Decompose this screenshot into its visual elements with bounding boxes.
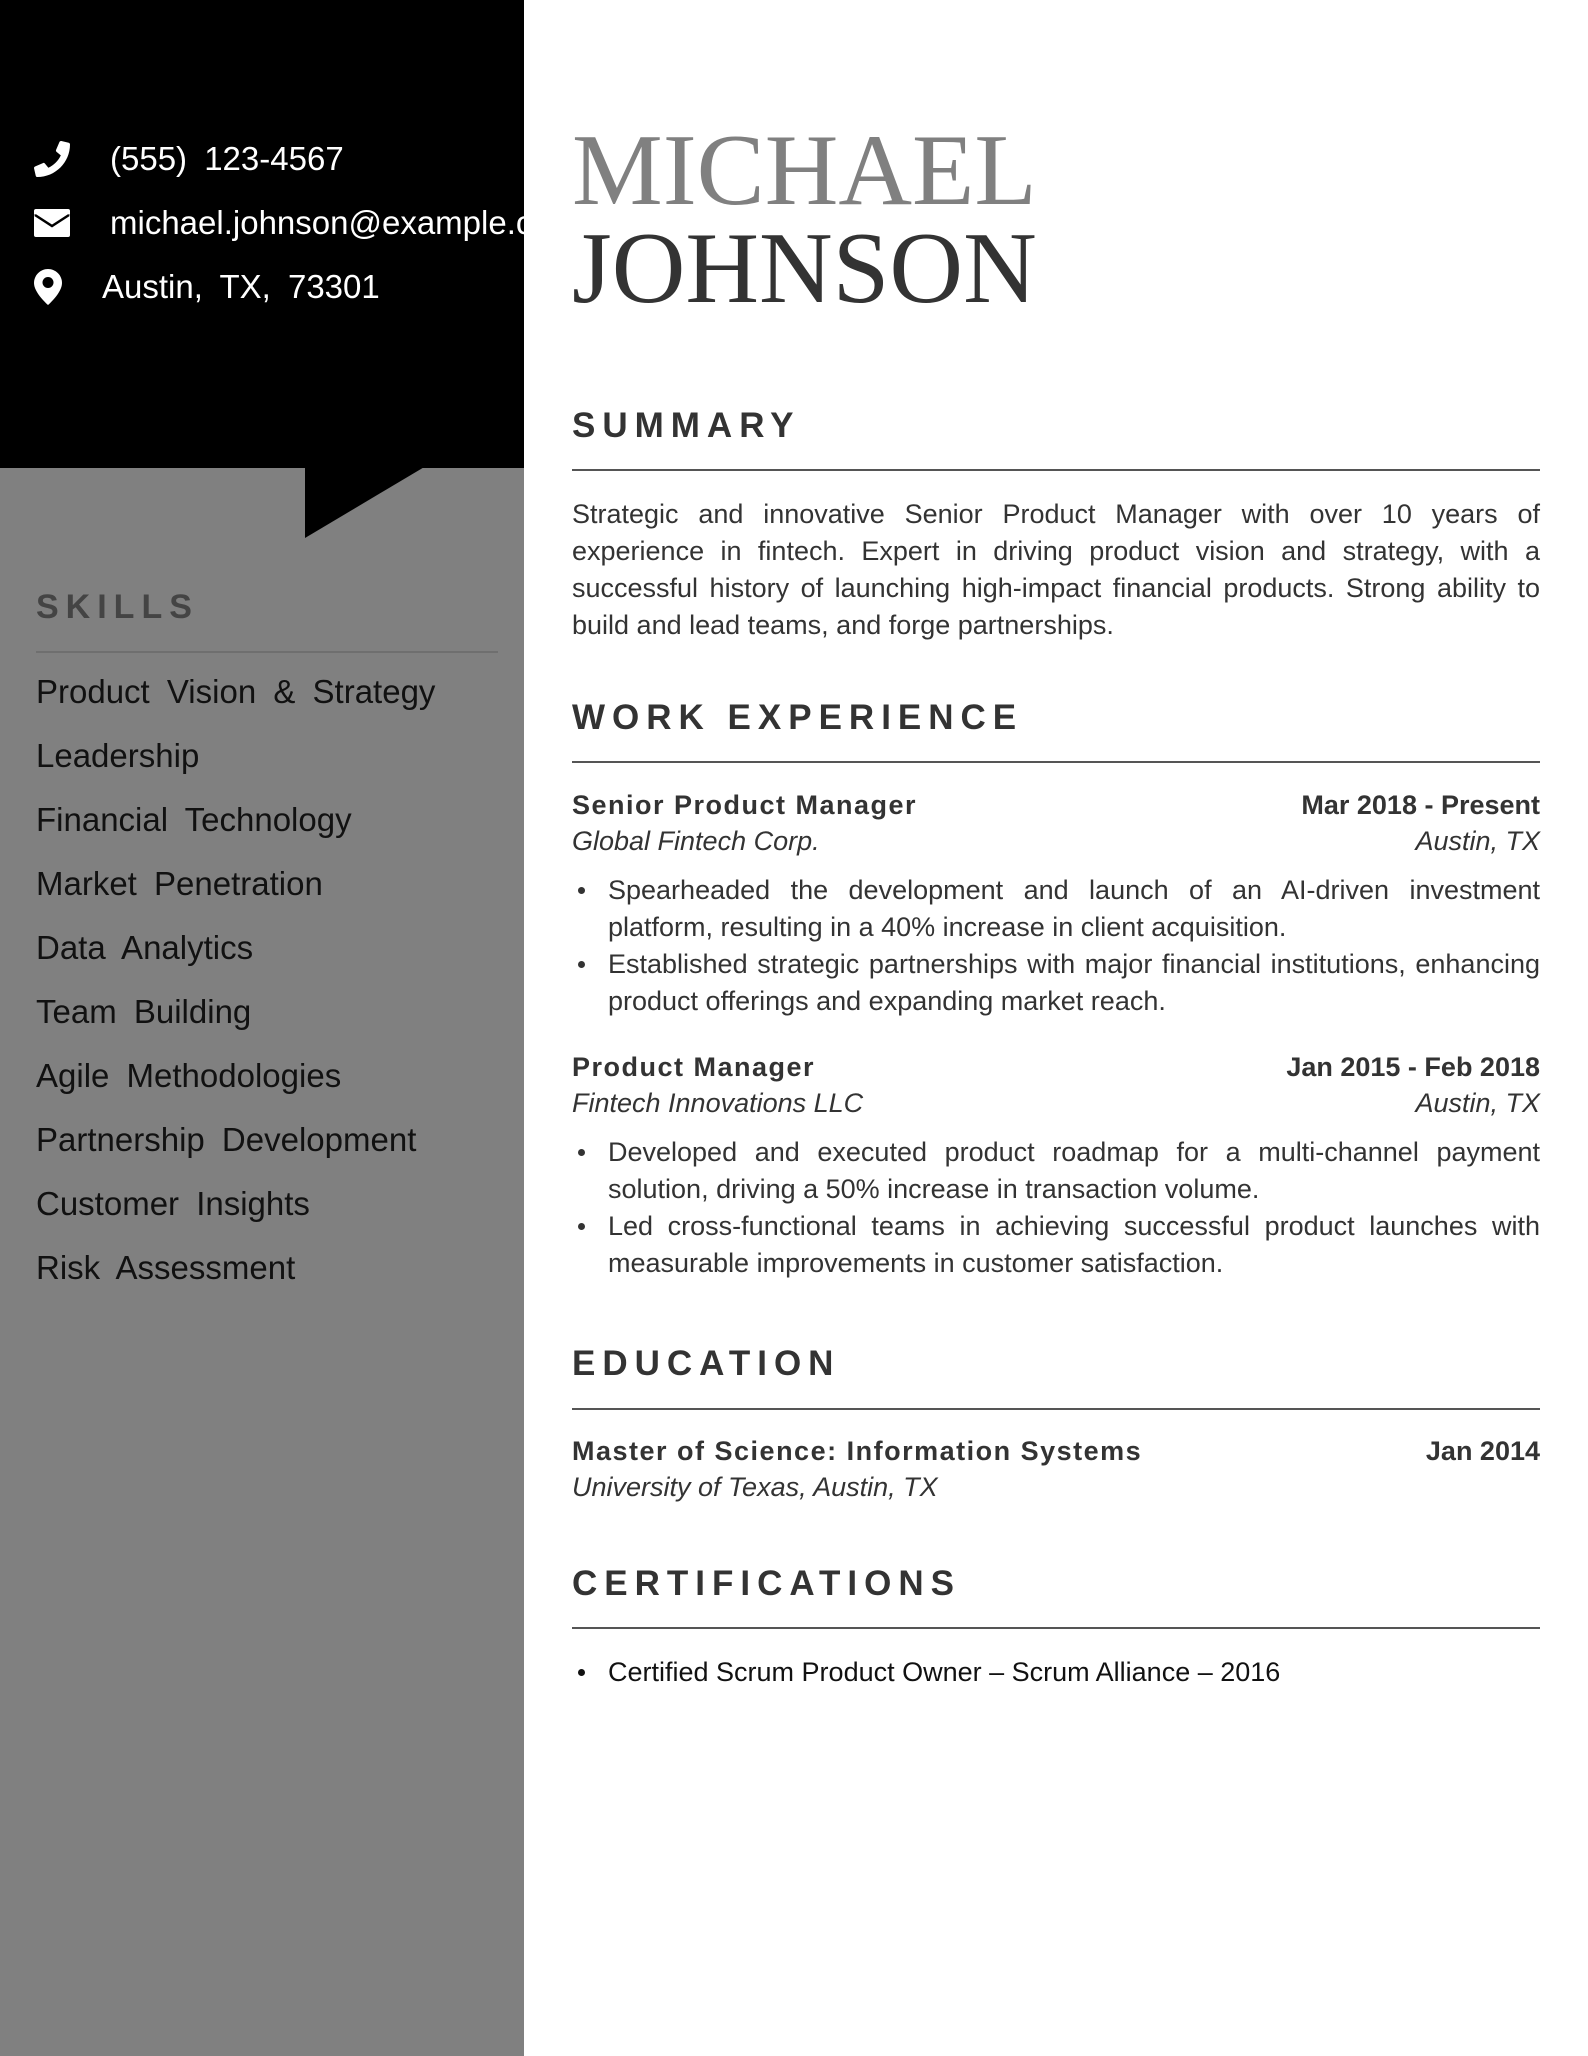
job-title: Senior Product Manager	[572, 790, 918, 820]
certifications-heading: CERTIFICATIONS	[572, 1564, 962, 1603]
job-bullet: Spearheaded the development and launch of an AI-driven investment platform, resulting in a 40% increase in client acquisition.	[572, 872, 1540, 946]
location-text: Austin, TX, 73301	[102, 268, 380, 305]
job-location: Austin, TX	[1415, 826, 1540, 856]
job-company: Fintech Innovations LLC	[572, 1088, 864, 1118]
job-company: Global Fintech Corp.	[572, 826, 820, 856]
job-bullets	[572, 872, 1540, 1020]
skills-list	[36, 670, 435, 1310]
degree-title: Master of Science: Information Systems	[572, 1436, 1143, 1466]
job-dates: Mar 2018 - Present	[1301, 790, 1540, 820]
callout-pointer	[0, 466, 524, 542]
phone-icon	[34, 141, 110, 177]
phone-number[interactable]: (555) 123-4567	[110, 140, 344, 177]
sidebar	[0, 0, 579, 2056]
school-name: University of Texas, Austin, TX	[572, 1472, 938, 1502]
envelope-icon	[34, 209, 110, 237]
contact-email	[34, 203, 578, 243]
skill-item: Partnership Development	[36, 1121, 417, 1158]
skill-item: Risk Assessment	[36, 1249, 296, 1286]
certifications-divider	[572, 1627, 1540, 1629]
skill-item: Data Analytics	[36, 929, 254, 966]
summary-text: Strategic and innovative Senior Product Manager with over 10 years of experience in fintech. Expert in driving product vision and strategy, with a successful history of launching high-impact financial products. Strong ability to build and lead teams, and forge partnerships.	[572, 499, 1540, 640]
job-header	[572, 1052, 1540, 1083]
skill-item: Product Vision & Strategy	[36, 673, 436, 710]
job-dates: Jan 2015 - Feb 2018	[1286, 1052, 1540, 1082]
job-bullet: Developed and executed product roadmap for a multi-channel payment solution, driving a 50% increase in transaction volume.	[572, 1134, 1540, 1208]
last-name: JOHNSON	[572, 212, 1037, 325]
education-divider	[572, 1408, 1540, 1410]
first-name: MICHAEL	[572, 114, 1037, 227]
job-location: Austin, TX	[1415, 1088, 1540, 1118]
job-header	[572, 790, 1540, 821]
certification-item: Certified Scrum Product Owner – Scrum Alliance – 2016	[572, 1654, 1540, 1691]
education-subheader	[572, 1472, 1540, 1503]
skill-item: Agile Methodologies	[36, 1057, 342, 1094]
education-header	[572, 1436, 1540, 1467]
job-bullet: Established strategic partnerships with major financial institutions, enhancing product offerings and expanding market reach.	[572, 946, 1540, 1020]
contact-block	[0, 0, 579, 468]
skills-heading: SKILLS	[36, 588, 199, 626]
skill-item: Market Penetration	[36, 865, 323, 902]
skill-item: Leadership	[36, 737, 200, 774]
certifications-list	[572, 1654, 1540, 1691]
contact-location	[34, 267, 380, 307]
job-title: Product Manager	[572, 1052, 816, 1082]
summary-heading: SUMMARY	[572, 406, 801, 445]
education-heading: EDUCATION	[572, 1344, 841, 1383]
summary-divider	[572, 469, 1540, 471]
skill-item: Financial Technology	[36, 801, 352, 838]
skill-item: Team Building	[36, 993, 252, 1030]
map-pin-icon	[34, 269, 102, 305]
job-bullet: Led cross-functional teams in achieving successful product launches with measurable improvements in customer satisfaction.	[572, 1208, 1540, 1282]
experience-divider	[572, 761, 1540, 763]
experience-heading: WORK EXPERIENCE	[572, 698, 1024, 737]
job-subheader	[572, 826, 1540, 857]
job-bullets	[572, 1134, 1540, 1282]
contact-phone	[34, 139, 344, 179]
skill-item: Customer Insights	[36, 1185, 310, 1222]
skills-divider	[36, 651, 498, 653]
degree-date: Jan 2014	[1425, 1436, 1540, 1466]
email-address[interactable]: michael.johnson@example.com	[110, 204, 579, 241]
job-subheader	[572, 1088, 1540, 1119]
